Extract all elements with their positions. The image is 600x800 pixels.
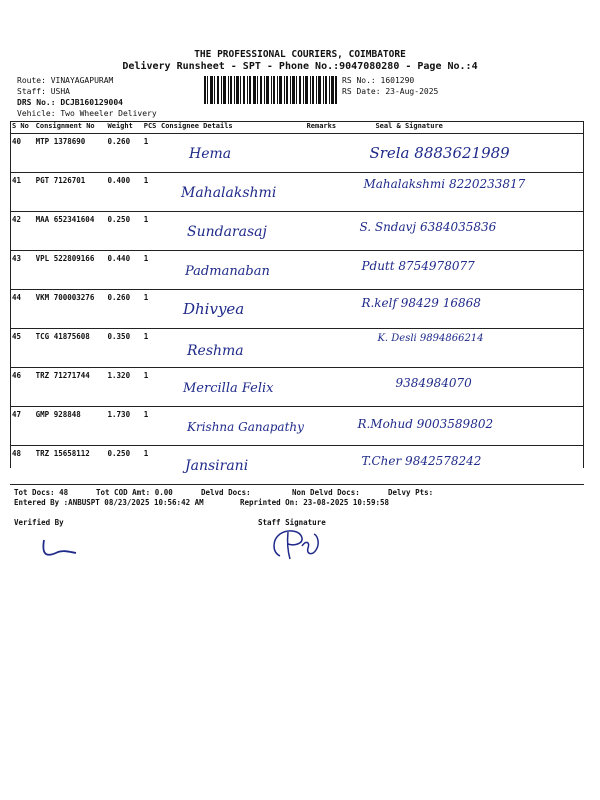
row-consignment: TRZ 71271744 <box>35 371 90 380</box>
row-consignment: MTP 1378690 <box>35 137 86 146</box>
row-consignee-name: Jansirani <box>185 458 249 474</box>
row-pcs: 1 <box>143 254 149 263</box>
row-consignment: VKM 700003276 <box>35 293 95 302</box>
table-row <box>10 407 584 446</box>
row-sno: 40 <box>12 137 22 146</box>
header-consignment: Consignment No <box>36 122 108 134</box>
row-sno: 44 <box>12 293 22 302</box>
row-consignee-name: Mercilla Felix <box>183 381 274 396</box>
header-consignee: Consignee Details <box>161 122 307 134</box>
row-sno: 46 <box>12 371 22 380</box>
row-signature: R.kelf 98429 16868 <box>361 296 481 310</box>
row-weight: 0.250 <box>107 449 131 458</box>
table-row <box>10 134 584 173</box>
row-weight: 0.260 <box>107 137 131 146</box>
reprinted-on: Reprinted On: 23-08-2025 10:59:58 <box>240 498 390 507</box>
row-signature: K. Desli 9894866214 <box>377 333 484 344</box>
row-signature: Pdutt 8754978077 <box>361 259 475 273</box>
row-consignee-name: Padmanaban <box>185 264 270 279</box>
table-header-row <box>10 122 584 134</box>
barcode-icon <box>204 76 337 104</box>
table-row <box>10 251 584 290</box>
delivery-points: Delvy Pts: <box>388 488 434 497</box>
drs-number: DRS No.: DCJB160129004 <box>17 98 123 107</box>
row-consignee-name: Krishna Ganapathy <box>187 420 304 434</box>
row-sno: 48 <box>12 449 22 458</box>
row-pcs: 1 <box>143 176 149 185</box>
row-weight: 0.250 <box>107 215 131 224</box>
row-weight: 0.260 <box>107 293 131 302</box>
row-consignee-name: Hema <box>189 146 232 162</box>
header-weight: Weight <box>108 122 144 134</box>
row-weight: 0.440 <box>107 254 131 263</box>
rs-number: RS No.: 1601290 <box>342 76 415 85</box>
vehicle-label: Vehicle: Two Wheeler Delivery <box>17 109 157 118</box>
route-label: Route: VINAYAGAPURAM <box>17 76 114 85</box>
row-sno: 45 <box>12 332 22 341</box>
table-row <box>10 446 584 485</box>
row-weight: 1.320 <box>107 371 131 380</box>
row-weight: 1.730 <box>107 410 131 419</box>
row-weight: 0.400 <box>107 176 131 185</box>
row-sno: 41 <box>12 176 22 185</box>
row-signature: R.Mohud 9003589802 <box>357 417 494 431</box>
staff-signature-label: Staff Signature <box>258 518 326 527</box>
row-sno: 42 <box>12 215 22 224</box>
row-consignee-name: Dhivyea <box>183 300 245 318</box>
row-weight: 0.350 <box>107 332 131 341</box>
table-row <box>10 329 584 368</box>
delivery-table <box>10 121 584 485</box>
verified-by-label: Verified By <box>14 518 64 527</box>
row-consignment: VPL 522809166 <box>35 254 95 263</box>
company-title: THE PROFESSIONAL COURIERS, COIMBATORE <box>194 49 406 60</box>
row-consignment: TRZ 15658112 <box>35 449 90 458</box>
row-consignment: PGT 7126701 <box>35 176 86 185</box>
row-consignee-name: Sundarasaj <box>187 224 267 240</box>
row-pcs: 1 <box>143 410 149 419</box>
row-consignee-name: Reshma <box>187 343 244 359</box>
table-left-border <box>10 121 11 468</box>
table-right-border <box>583 121 584 468</box>
row-signature: S. Sndavj 6384035836 <box>359 220 497 234</box>
row-pcs: 1 <box>143 332 149 341</box>
runsheet-subtitle: Delivery Runsheet - SPT - Phone No.:9047080280 - Page No.:4 <box>122 61 478 72</box>
row-signature: T.Cher 9842578242 <box>361 454 482 468</box>
header-pcs: PCS <box>144 122 161 134</box>
staff-label: Staff: USHA <box>17 87 70 96</box>
row-pcs: 1 <box>143 293 149 302</box>
row-signature: Srela 8883621989 <box>369 144 510 162</box>
row-pcs: 1 <box>143 137 149 146</box>
row-pcs: 1 <box>143 449 149 458</box>
row-sno: 43 <box>12 254 22 263</box>
entered-by: Entered By :ANBUSPT 08/23/2025 10:56:42 AM <box>14 498 204 507</box>
table-row <box>10 290 584 329</box>
row-consignee-name: Mahalakshmi <box>181 185 277 201</box>
table-row <box>10 212 584 251</box>
row-pcs: 1 <box>143 371 149 380</box>
row-sno: 47 <box>12 410 22 419</box>
header-sno: S No <box>10 122 36 134</box>
total-docs: Tot Docs: 48 <box>14 488 69 497</box>
row-consignment: TCG 41875608 <box>35 332 90 341</box>
rs-date: RS Date: 23-Aug-2025 <box>342 87 439 96</box>
delivered-docs: Delvd Docs: <box>201 488 251 497</box>
verifier-signature-icon <box>40 536 80 560</box>
header-remarks: Remarks <box>307 122 356 134</box>
row-pcs: 1 <box>143 215 149 224</box>
row-signature: 9384984070 <box>395 376 472 390</box>
header-seal: Seal & Signature <box>355 122 584 134</box>
table-row <box>10 368 584 407</box>
non-delivered-docs: Non Delvd Docs: <box>292 488 360 497</box>
row-consignment: MAA 652341604 <box>35 215 95 224</box>
staff-signature-icon <box>266 526 326 562</box>
row-consignment: GMP 928848 <box>35 410 81 419</box>
total-cod: Tot COD Amt: 0.00 <box>96 488 173 497</box>
table-row <box>10 173 584 212</box>
row-signature: Mahalakshmi 8220233817 <box>363 177 526 191</box>
